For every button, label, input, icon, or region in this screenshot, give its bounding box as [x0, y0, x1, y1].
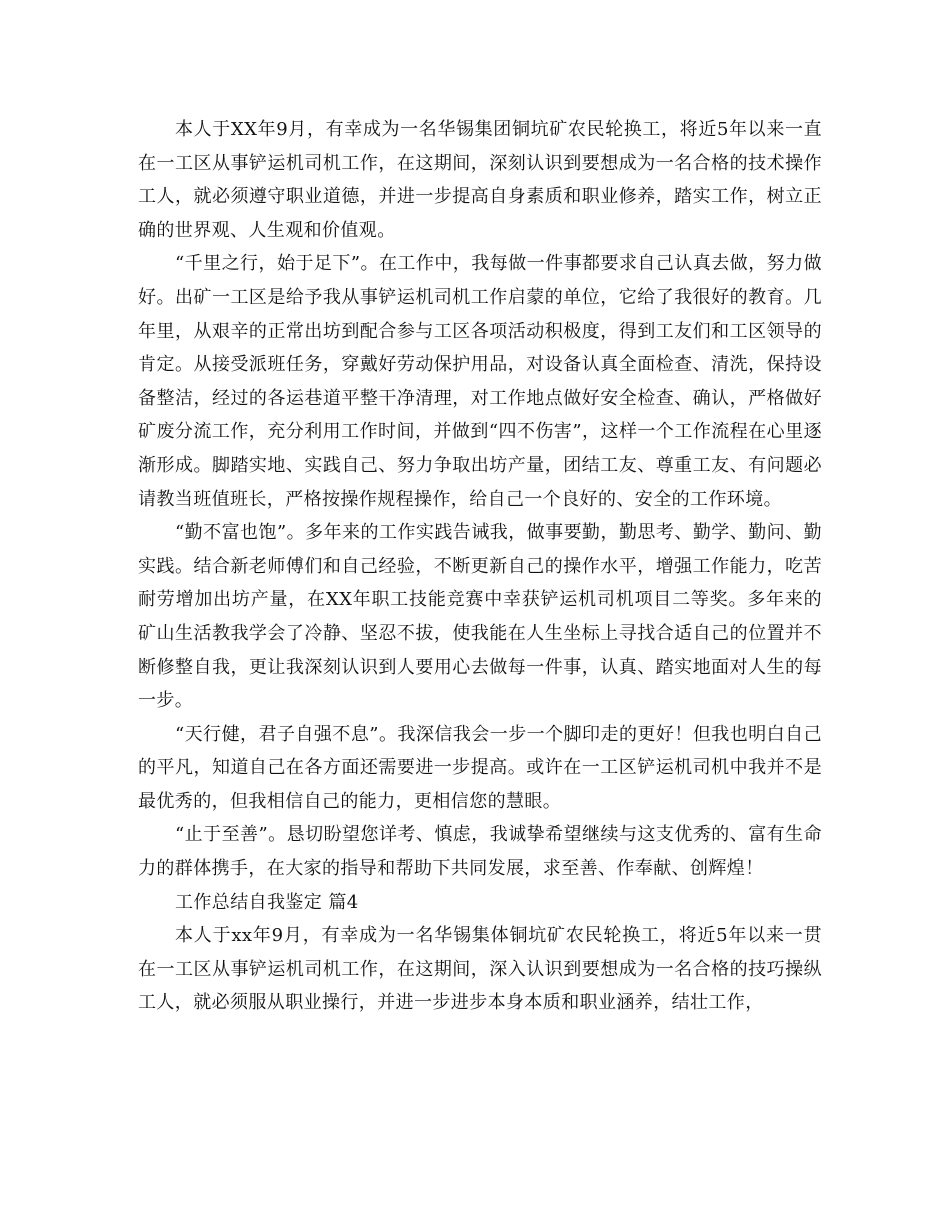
paragraph-qinbufu: “勤不富也饱”。多年来的工作实践告诫我，做事要勤，勤思考、勤学、勤问、勤实践。结合新老师傅们和自己经验，不断更新自己的操作水平，增强工作能力，吃苦耐劳增加出坊产量，在XX年职工技能竞赛中幸获铲运机司机项目二等奖。多年来的矿山生活教我学会了冷静、坚忍不拔，使我能在人生坐标上寻找合适自己的位置并不断修整自我，更让我深刻认识到人要用心去做每一件事，认真、踏实地面对人生的每一步。	[138, 522, 822, 712]
paragraph-tianxingjian: “天行健，君子自强不息”。我深信我会一步一个脚印走的更好！但我也明白自己的平凡，知道自己在各方面还需要进一步提高。或许在一工区铲运机司机中我并不是最优秀的，但我相信自己的能力，更相信您的慧眼。	[138, 723, 822, 812]
section-heading: 工作总结自我鉴定 篇4	[175, 891, 359, 913]
paragraph-next-section: 本人于xx年9月，有幸成为一名华锡集体铜坑矿农民轮换工，将近5年以来一贯在一工区从事铲运机司机工作，在这期间，深入认识到要想成为一名合格的技巧操纵工人，就必须服从职业操行，并进一步进步本身本质和职业涵养，结壮工作，	[138, 925, 822, 1014]
paragraph-qianli: “千里之行，始于足下”。在工作中，我每做一件事都要求自己认真去做，努力做好。出矿一工区是给予我从事铲运机司机工作启蒙的单位，它给了我很好的教育。几年里，从艰辛的正常出坊到配合参与工区各项活动积极度，得到工友们和工区领导的肯定。从接受派班任务，穿戴好劳动保护用品，对设备认真全面检查、清洗，保持设备整洁，经过的各运巷道平整干净清理，对工作地点做好安全检查、确认，严格做好矿废分流工作，充分利用工作时间，并做到“四不伤害”，这样一个工作流程在心里逐渐形成。脚踏实地、实践自己、努力争取出坊产量，团结工友、尊重工友、有问题必请教当班值班长，严格按操作规程操作，给自己一个良好的、安全的工作环境。	[138, 253, 822, 510]
paragraph-intro: 本人于XX年9月，有幸成为一名华锡集团铜坑矿农民轮换工，将近5年以来一直在一工区从事铲运机司机工作，在这期间，深刻认识到要想成为一名合格的技术操作工人，就必须遵守职业道德，并进一步提高自身素质和职业修养，踏实工作，树立正确的世界观、人生观和价值观。	[138, 119, 822, 241]
paragraph-zhiyuzhishan: “止于至善”。恳切盼望您详考、慎虑，我诚挚希望继续与这支优秀的、富有生命力的群体携手，在大家的指导和帮助下共同发展，求至善、作奉献、创辉煌！	[138, 824, 822, 880]
document-body	[138, 113, 822, 1020]
